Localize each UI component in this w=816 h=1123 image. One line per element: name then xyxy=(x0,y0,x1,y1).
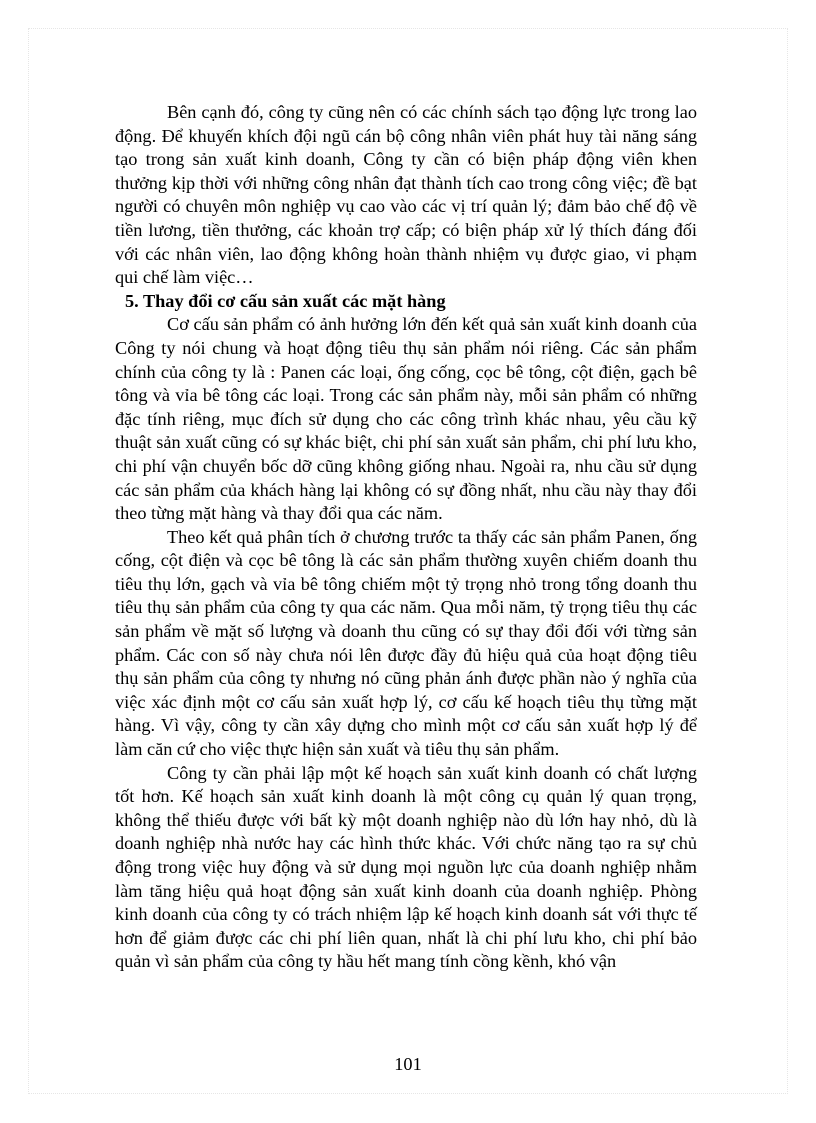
paragraph-motivation: Bên cạnh đó, công ty cũng nên có các chính sách tạo động lực trong lao động. Để khuyến khích đội ngũ cán bộ công nhân viên phát huy tài năng sáng tạo trong sản xuất kinh doanh, Công ty cần có biện pháp động viên khen thưởng kịp thời với những công nhân đạt thành tích cao trong công việc; đề bạt người có chuyên môn nghiệp vụ cao vào các vị trí quản lý; đảm bảo chế độ về tiền lương, tiền thưởng, các khoản trợ cấp; có biện pháp xử lý thích đáng đối với các nhân viên, lao động không hoàn thành nhiệm vụ được giao, vi phạm qui chế làm việc… xyxy=(115,102,697,288)
document-body xyxy=(115,101,697,974)
paragraph-analysis: Theo kết quả phân tích ở chương trước ta thấy các sản phẩm Panen, ống cống, cột điện và cọc bê tông là các sản phẩm thường xuyên chiếm doanh thu tiêu thụ lớn, gạch và vỉa bê tông chiếm một tỷ trọng nhỏ trong tổng doanh thu tiêu thụ sản phẩm của công ty qua các năm. Qua mỗi năm, tỷ trọng tiêu thụ các sản phẩm về mặt số lượng và doanh thu cũng có sự thay đổi đối với từng sản phẩm. Các con số này chưa nói lên được đầy đủ hiệu quả của hoạt động tiêu thụ sản phẩm của công ty nhưng nó cũng phản ánh được phần nào ý nghĩa của việc xác định một cơ cấu sản xuất hợp lý, cơ cấu kế hoạch tiêu thụ từng mặt hàng. Vì vậy, công ty cần xây dựng cho mình một cơ cấu sản xuất hợp lý để làm căn cứ cho việc thực hiện sản xuất và tiêu thụ sản phẩm. xyxy=(115,526,697,760)
section-heading: 5. Thay đổi cơ cấu sản xuất các mặt hàng xyxy=(125,290,446,311)
page-number: 101 xyxy=(394,1054,422,1074)
paragraph-product-structure: Cơ cấu sản phẩm có ảnh hưởng lớn đến kết quả sản xuất kinh doanh của Công ty nói chung và hoạt động tiêu thụ sản phẩm nói riêng. Các sản phẩm chính của công ty là : Panen các loại, ống cống, cọc bê tông, cột điện, gạch bê tông và vỉa bê tông các loại. Trong các sản phẩm này, mỗi sản phẩm có những đặc tính riêng, mục đích sử dụng cho các công trình khác nhau, yêu cầu kỹ thuật sản xuất cũng có sự khác biệt, chi phí sản xuất sản phẩm, chi phí lưu kho, chi phí vận chuyển bốc dỡ cũng không giống nhau. Ngoài ra, nhu cầu sử dụng các sản phẩm của khách hàng lại không có sự đồng nhất, nhu cầu này thay đổi theo từng mặt hàng và thay đổi qua các năm. xyxy=(115,314,697,524)
paragraph-business-plan: Công ty cần phải lập một kế hoạch sản xuất kinh doanh có chất lượng tốt hơn. Kế hoạch sản xuất kinh doanh là một công cụ quản lý quan trọng, không thể thiếu được với bất kỳ một doanh nghiệp nào dù lớn hay nhỏ, dù là doanh nghiệp nhà nước hay các hình thức khác. Với chức năng tạo ra sự chủ động trong việc huy động và sử dụng mọi nguồn lực của doanh nghiệp nhằm làm tăng hiệu quả hoạt động sản xuất kinh doanh của doanh nghiệp. Phòng kinh doanh của công ty có trách nhiệm lập kế hoạch kinh doanh sát với thực tế hơn để giảm được các chi phí liên quan, nhất là chi phí lưu kho, chi phí bảo quản vì sản phẩm của công ty hầu hết mang tính cồng kềnh, khó vận xyxy=(115,762,697,972)
